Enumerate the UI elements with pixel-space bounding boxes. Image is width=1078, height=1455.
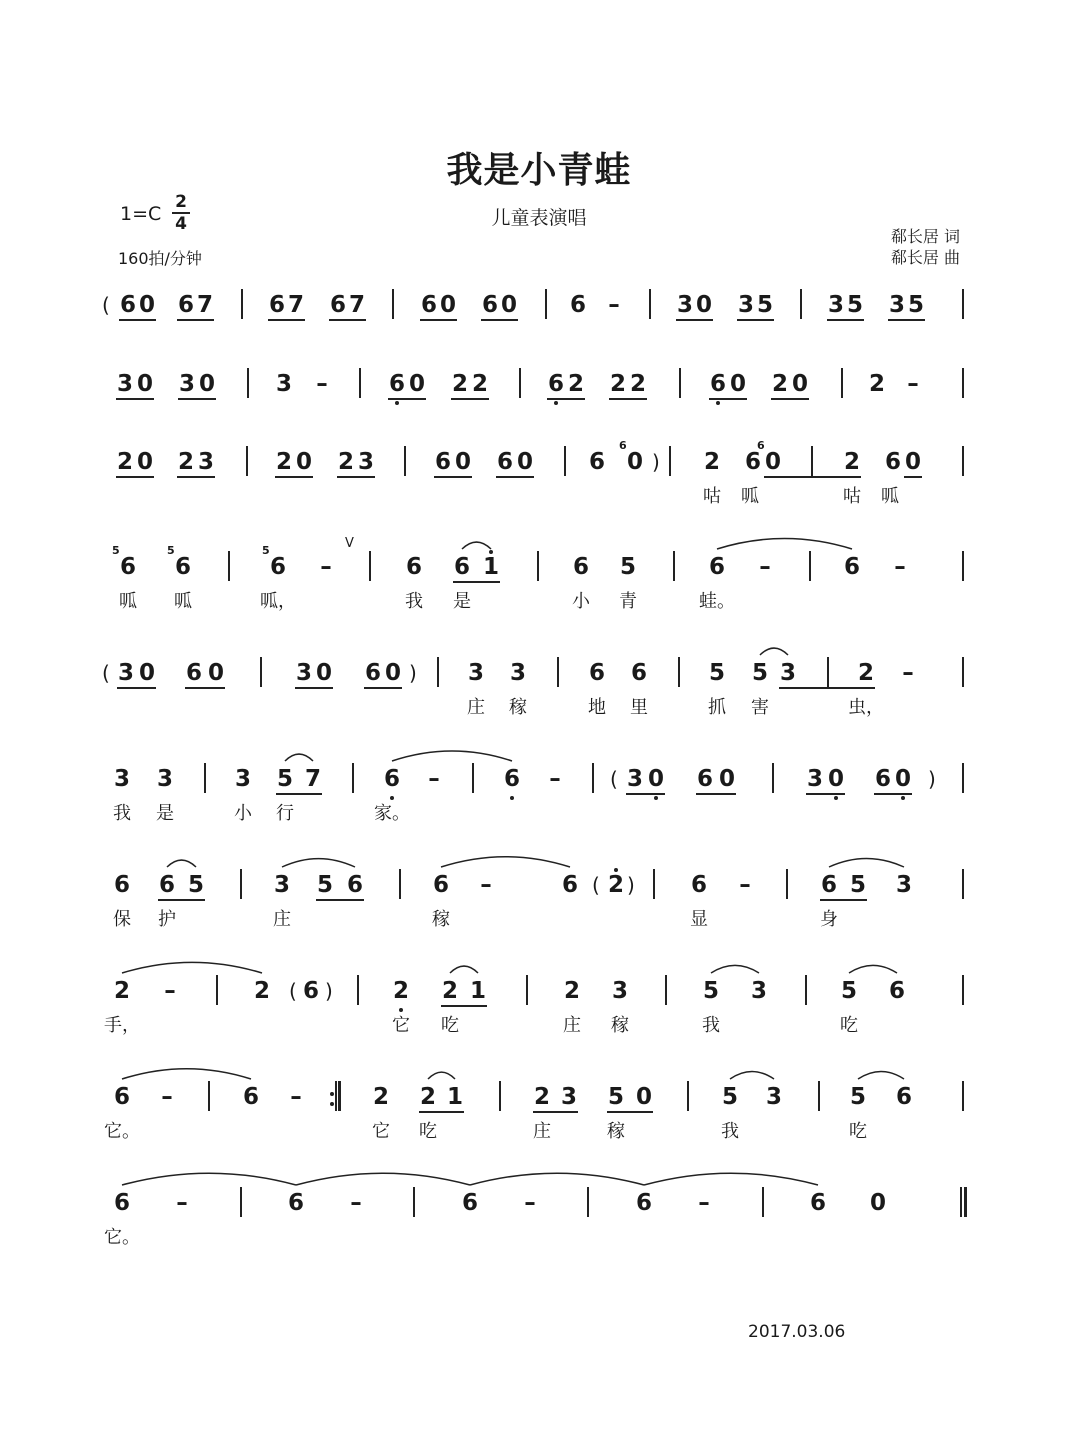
note: 3	[273, 872, 290, 898]
parenthesis: (	[610, 767, 618, 791]
tie-slur	[167, 860, 196, 867]
tie-slur	[644, 1173, 818, 1185]
note: 2	[533, 1084, 550, 1110]
note: 2	[451, 371, 468, 397]
note: 6	[888, 978, 905, 1004]
note: 0	[315, 660, 332, 686]
note: 6	[708, 554, 725, 580]
lyric: 手，	[104, 1015, 140, 1036]
note: 6	[383, 766, 400, 792]
note: 0	[791, 371, 808, 397]
key-signature: 1=C	[120, 203, 162, 225]
note: –	[480, 872, 492, 898]
note: 2	[771, 371, 788, 397]
note: 2	[441, 978, 458, 1004]
note: 6	[302, 978, 319, 1004]
note: –	[739, 872, 751, 898]
tie-slur	[849, 965, 897, 973]
note: 6	[588, 660, 605, 686]
note: 6	[481, 292, 498, 318]
note: 2	[471, 371, 488, 397]
note: 6	[268, 292, 285, 318]
note: –	[608, 292, 620, 318]
note: 5	[907, 292, 924, 318]
note: 6	[113, 872, 130, 898]
lyric: 小	[234, 803, 252, 824]
note: 6	[119, 554, 136, 580]
parenthesis: )	[409, 661, 417, 685]
note: 0	[764, 449, 781, 475]
note: 6	[547, 371, 564, 397]
note: 6	[874, 766, 891, 792]
note: 1	[482, 554, 499, 580]
lyric: 行	[276, 803, 294, 824]
grace-note: 5	[167, 544, 175, 557]
note: 6	[432, 872, 449, 898]
lyric: 稼	[611, 1015, 629, 1036]
lyric: 吃	[849, 1121, 867, 1142]
note: 5	[849, 1084, 866, 1110]
note: 2	[372, 1084, 389, 1110]
lyric: 吃	[840, 1015, 858, 1036]
lyric: 它	[372, 1121, 390, 1142]
note: 0	[138, 292, 155, 318]
lyric: 我	[113, 803, 131, 824]
note: 6	[405, 554, 422, 580]
note: 6	[884, 449, 901, 475]
note: 3	[117, 660, 134, 686]
note: 5	[849, 872, 866, 898]
time-signature-top: 2	[175, 192, 187, 212]
lyric: 小	[572, 591, 590, 612]
note: 3	[895, 872, 912, 898]
note: –	[524, 1190, 536, 1216]
lyric: 它。	[104, 1121, 140, 1142]
note: 6	[119, 292, 136, 318]
note: 3	[779, 660, 796, 686]
note: 5	[316, 872, 333, 898]
note: 6	[809, 1190, 826, 1216]
note: 3	[156, 766, 173, 792]
note: 2	[609, 371, 626, 397]
lyric: 吃	[441, 1015, 459, 1036]
note: 3	[611, 978, 628, 1004]
tie-slur	[462, 542, 491, 549]
note: 6	[630, 660, 647, 686]
note: 3	[626, 766, 643, 792]
note: 6	[434, 449, 451, 475]
note: 0	[408, 371, 425, 397]
tie-slur	[122, 1069, 251, 1079]
performer: 儿童表演唱	[491, 207, 587, 229]
note: 0	[516, 449, 533, 475]
note: 0	[647, 766, 664, 792]
note: 6	[820, 872, 837, 898]
note: 6	[569, 292, 586, 318]
lyric: 呱	[881, 486, 899, 507]
parenthesis: )	[627, 873, 635, 897]
note: 6	[843, 554, 860, 580]
note: 2	[253, 978, 270, 1004]
note: –	[549, 766, 561, 792]
note: 5	[840, 978, 857, 1004]
time-signature-bottom: 4	[175, 214, 187, 234]
note: 3	[765, 1084, 782, 1110]
note: 0	[198, 371, 215, 397]
note: 6	[744, 449, 761, 475]
note: 2	[337, 449, 354, 475]
lyric: 呱	[741, 486, 759, 507]
note: 2	[113, 978, 130, 1004]
note: 0	[454, 449, 471, 475]
note: 3	[197, 449, 214, 475]
tie-slur	[122, 1173, 296, 1185]
note: 6	[242, 1084, 259, 1110]
note: –	[907, 371, 919, 397]
lyric: 咕	[703, 486, 721, 507]
lyric: 家。	[374, 803, 410, 824]
note: –	[290, 1084, 302, 1110]
note: –	[428, 766, 440, 792]
composer: 郗长居 曲	[890, 248, 960, 267]
note: 6	[364, 660, 381, 686]
note: 3	[467, 660, 484, 686]
song-title: 我是小青蛙	[446, 150, 632, 191]
tie-slur	[711, 965, 759, 973]
note: 0	[869, 1190, 886, 1216]
note: 3	[357, 449, 374, 475]
note: 3	[234, 766, 251, 792]
lyric: 稼	[432, 909, 450, 930]
tie-slur	[282, 859, 355, 867]
lyric: 我	[702, 1015, 720, 1036]
note: 2	[868, 371, 885, 397]
note: 6	[269, 554, 286, 580]
grace-note: 6	[619, 439, 627, 452]
lyric: 害	[751, 697, 769, 718]
note: –	[176, 1190, 188, 1216]
note: 6	[287, 1190, 304, 1216]
note: 3	[676, 292, 693, 318]
note: 0	[500, 292, 517, 318]
lyric: 地	[588, 697, 606, 718]
lyric: 显	[690, 909, 708, 930]
note: 0	[439, 292, 456, 318]
grace-note: 5	[112, 544, 120, 557]
parenthesis: (	[289, 979, 297, 1003]
tie-slur	[428, 1072, 455, 1079]
note: 0	[138, 660, 155, 686]
note: 6	[588, 449, 605, 475]
note: 6	[895, 1084, 912, 1110]
lyric: 里	[630, 697, 648, 718]
note: 6	[461, 1190, 478, 1216]
note: 6	[696, 766, 713, 792]
note: 3	[827, 292, 844, 318]
note: 6	[177, 292, 194, 318]
parenthesis: )	[652, 450, 660, 474]
lyric: 吃	[419, 1121, 437, 1142]
note: 3	[888, 292, 905, 318]
lyric: 呱	[174, 591, 192, 612]
note: 2	[275, 449, 292, 475]
tie-slur	[392, 751, 512, 761]
note: 0	[718, 766, 735, 792]
note: 6	[635, 1190, 652, 1216]
note: 2	[392, 978, 409, 1004]
lyric: 抓	[708, 697, 726, 718]
parenthesis: (	[592, 873, 600, 897]
grace-note: 5	[262, 544, 270, 557]
note: 5	[187, 872, 204, 898]
note: 0	[894, 766, 911, 792]
note: 6	[503, 766, 520, 792]
lyric: 我	[721, 1121, 739, 1142]
note: 6	[329, 292, 346, 318]
note: 2	[177, 449, 194, 475]
note: 0	[136, 371, 153, 397]
note: 0	[626, 449, 643, 475]
note: 5	[756, 292, 773, 318]
note: 2	[629, 371, 646, 397]
note: 6	[690, 872, 707, 898]
note: –	[902, 660, 914, 686]
note: 6	[561, 872, 578, 898]
note: 6	[346, 872, 363, 898]
note: 6	[113, 1190, 130, 1216]
note: 5	[276, 766, 293, 792]
tie-slur	[470, 1173, 644, 1185]
note: 6	[572, 554, 589, 580]
note: 5	[708, 660, 725, 686]
parenthesis: (	[102, 293, 110, 317]
note: 7	[348, 292, 365, 318]
tie-slur	[450, 966, 478, 973]
note: 0	[635, 1084, 652, 1110]
note: –	[316, 371, 328, 397]
note: –	[350, 1190, 362, 1216]
note: 5	[607, 1084, 624, 1110]
note: 0	[729, 371, 746, 397]
note: 2	[419, 1084, 436, 1110]
note: 2	[116, 449, 133, 475]
tie-slur	[296, 1173, 470, 1185]
note: –	[164, 978, 176, 1004]
note: 1	[446, 1084, 463, 1110]
tempo: 160拍/分钟	[118, 249, 202, 268]
tie-slur	[730, 1072, 774, 1079]
note: –	[161, 1084, 173, 1110]
note: –	[320, 554, 332, 580]
note: 3	[806, 766, 823, 792]
note: 5	[721, 1084, 738, 1110]
lyric: 我	[405, 591, 423, 612]
parenthesis: )	[325, 979, 333, 1003]
note: 7	[304, 766, 321, 792]
breath-mark: V	[345, 536, 354, 551]
note: 2	[703, 449, 720, 475]
tie-slur	[285, 754, 313, 761]
tie-slur	[122, 962, 262, 973]
parenthesis: (	[102, 661, 110, 685]
note: 2	[607, 872, 624, 898]
lyric: 保	[113, 909, 131, 930]
note: 7	[196, 292, 213, 318]
lyric: 庄	[467, 697, 485, 718]
lyric: 它。	[104, 1227, 140, 1248]
note: 3	[560, 1084, 577, 1110]
note: 2	[843, 449, 860, 475]
note: 6	[709, 371, 726, 397]
date: 2017.03.06	[748, 1322, 846, 1342]
note: 6	[388, 371, 405, 397]
lyric: 虫，	[848, 697, 884, 718]
note: 0	[904, 449, 921, 475]
lyric: 是	[156, 803, 174, 824]
note: 3	[113, 766, 130, 792]
note: 5	[702, 978, 719, 1004]
lyric: 庄	[563, 1015, 581, 1036]
lyric: 它	[392, 1015, 410, 1036]
lyric: 庄	[533, 1121, 551, 1142]
lyric: 呱	[119, 591, 137, 612]
note: –	[759, 554, 771, 580]
note: 6	[158, 872, 175, 898]
lyric: 咕	[843, 486, 861, 507]
note: 3	[295, 660, 312, 686]
lyricist: 郗长居 词	[890, 227, 960, 246]
parenthesis: )	[928, 767, 936, 791]
note: 6	[174, 554, 191, 580]
note: 3	[750, 978, 767, 1004]
tie-slur	[717, 539, 852, 550]
note: 5	[619, 554, 636, 580]
lyric: 稼	[509, 697, 527, 718]
lyric: 护	[158, 909, 176, 930]
note: 3	[737, 292, 754, 318]
tie-slur	[441, 857, 570, 867]
note: 6	[453, 554, 470, 580]
lyric: 呱，	[260, 591, 296, 612]
note: 3	[116, 371, 133, 397]
note: 0	[136, 449, 153, 475]
note: 2	[567, 371, 584, 397]
note: 2	[857, 660, 874, 686]
tie-slur	[760, 648, 788, 655]
note: 0	[384, 660, 401, 686]
note: 6	[496, 449, 513, 475]
note: 3	[275, 371, 292, 397]
note: 5	[751, 660, 768, 686]
note: 0	[207, 660, 224, 686]
grace-note: 6	[757, 439, 765, 452]
note: 3	[509, 660, 526, 686]
lyric: 稼	[607, 1121, 625, 1142]
note: –	[698, 1190, 710, 1216]
note: 5	[846, 292, 863, 318]
note: 0	[295, 449, 312, 475]
note: 0	[695, 292, 712, 318]
tie-slur	[829, 859, 904, 868]
note: 7	[287, 292, 304, 318]
tie-slur	[858, 1071, 904, 1079]
note: 3	[178, 371, 195, 397]
note: –	[894, 554, 906, 580]
lyric: 蛙。	[699, 591, 735, 612]
note: 1	[469, 978, 486, 1004]
note: 2	[563, 978, 580, 1004]
note: 6	[185, 660, 202, 686]
lyric: 身	[820, 909, 838, 930]
lyric: 庄	[273, 909, 291, 930]
note: 6	[113, 1084, 130, 1110]
note: 0	[827, 766, 844, 792]
note: 6	[420, 292, 437, 318]
lyric: 是	[453, 591, 471, 612]
lyric: 青	[619, 591, 637, 612]
